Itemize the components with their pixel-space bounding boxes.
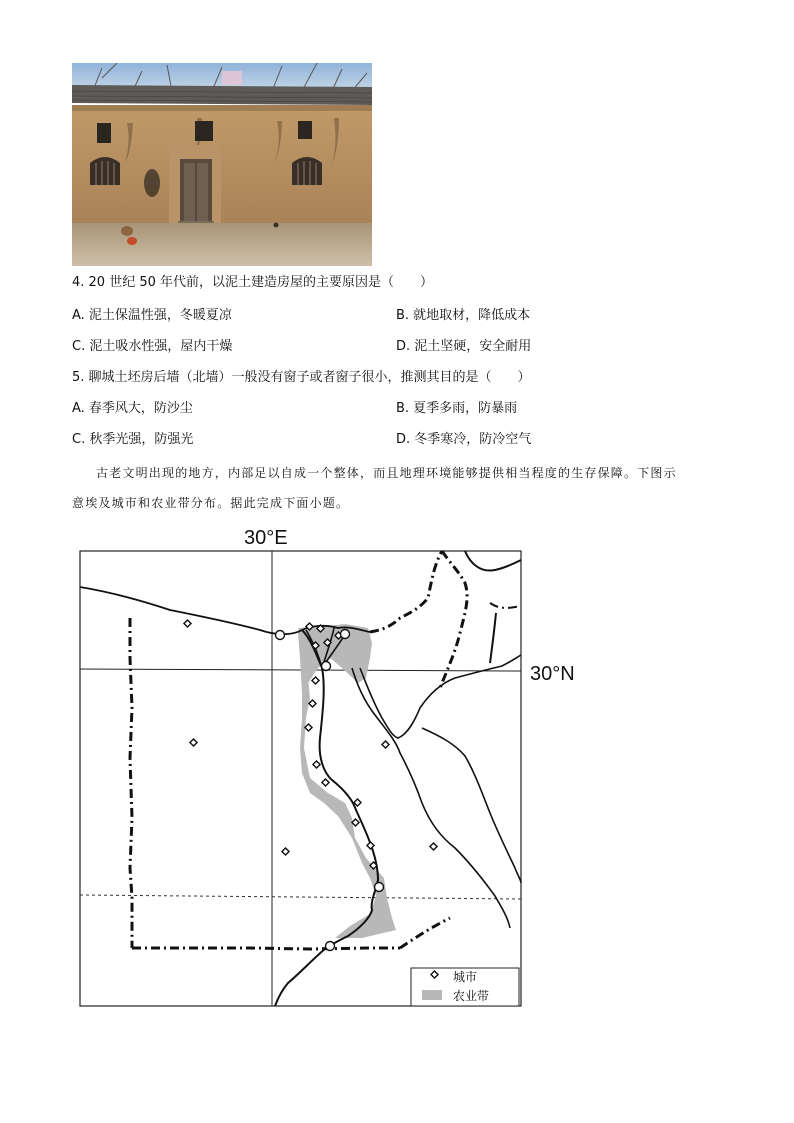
intro-line-1: 古老文明出现的地方，内部足以自成一个整体，而且地理环境能够提供相当程度的生存保障。下图示 (96, 466, 677, 480)
map-frame (80, 551, 521, 1006)
city-marker-large (326, 942, 335, 951)
question-4-option-d[interactable]: D. 泥土坚硬，安全耐用 (396, 339, 532, 354)
legend-city-label: 城市 (453, 970, 478, 984)
question-4-stem: 4. 20 世纪 50 年代前，以泥土建造房屋的主要原因是（ ） (72, 275, 434, 290)
question-5-stem: 5. 聊城土坯房后墙（北墙）一般没有窗子或者窗子很小，推测其目的是（ ） (72, 370, 531, 385)
question-5-option-b[interactable]: B. 夏季多雨，防暴雨 (396, 401, 518, 416)
question-5-option-d[interactable]: D. 冬季寒冷，防冷空气 (396, 432, 532, 447)
city-marker-large (322, 662, 331, 671)
intro-line-2: 意埃及城市和农业带分布。据此完成下面小题。 (72, 496, 350, 510)
city-marker-large (276, 631, 285, 640)
city-marker-large (375, 883, 384, 892)
city-marker-large (341, 630, 350, 639)
mud-house-photo (72, 63, 372, 266)
question-5-option-a[interactable]: A. 春季风大，防沙尘 (72, 401, 193, 416)
longitude-label: 30°E (244, 527, 288, 549)
intro-paragraph (72, 458, 722, 518)
question-4-option-a[interactable]: A. 泥土保温性强，冬暖夏凉 (72, 308, 232, 323)
mud-house-image (72, 63, 372, 266)
egypt-map (70, 518, 590, 1018)
legend-farm-label: 农业带 (453, 989, 490, 1003)
latitude-label: 30°N (530, 663, 575, 685)
question-4-option-b[interactable]: B. 就地取材，降低成本 (396, 308, 531, 323)
question-4-option-c[interactable]: C. 泥土吸水性强，屋内干燥 (72, 339, 233, 354)
question-5-option-c[interactable]: C. 秋季光强，防强光 (72, 432, 194, 447)
legend-farm-swatch (422, 990, 442, 1000)
